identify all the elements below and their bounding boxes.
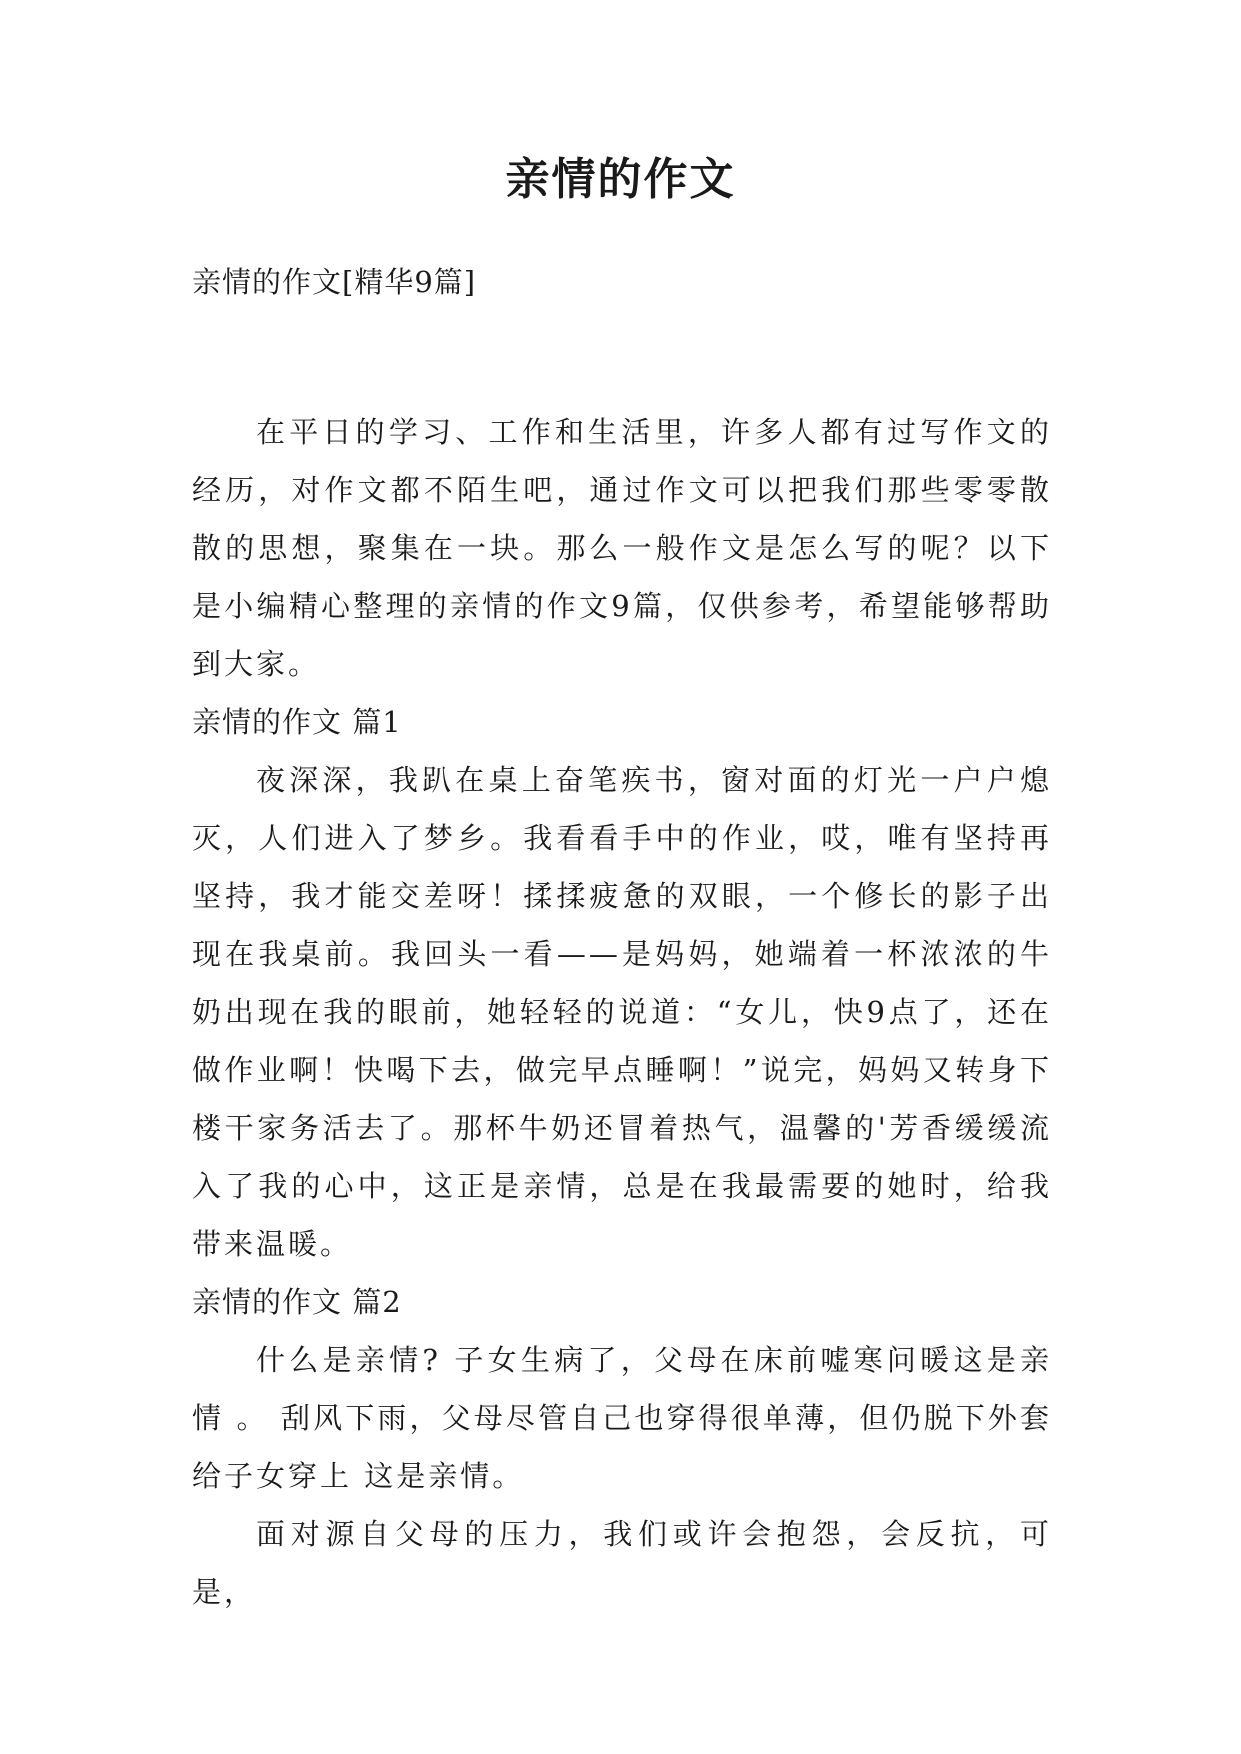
intro-paragraph: 在平日的学习、工作和生活里，许多人都有过写作文的经历，对作文都不陌生吧，通过作文可以把我们那些零零散散的思想，聚集在一块。那么一般作文是怎么写的呢？以下是小编精心整理的亲情的作文9篇，仅供参考，希望能够帮助到大家。 <box>192 415 1052 681</box>
section-1-paragraph-1: 夜深深，我趴在桌上奋笔疾书，窗对面的灯光一户户熄灭，人们进入了梦乡。我看看手中的作业，哎，唯有坚持再坚持，我才能交差呀！揉揉疲惫的双眼，一个修长的影子出现在我桌前。我回头一看——是妈妈，她端着一杯浓浓的牛奶出现在我的眼前，她轻轻的说道：“女儿，快9点了，还在做作业啊！快喝下去，做完早点睡啊！”说完，妈妈又转身下楼干家务活去了。那杯牛奶还冒着热气，温馨的'芳香缓缓流入了我的心中，这正是亲情，总是在我最需要的她时，给我带来温暖。 <box>192 763 1052 1261</box>
document-subtitle: 亲情的作文[精华9篇] <box>192 265 477 299</box>
section-2-paragraph-2: 面对源自父母的压力，我们或许会抱怨，会反抗，可是， <box>192 1517 1052 1609</box>
section-2-paragraph-1: 什么是亲情? 子女生病了，父母在床前嘘寒问暖这是亲情 。 刮风下雨，父母尽管自己也穿得很单薄，但仍脱下外套给子女穿上 这是亲情。 <box>192 1343 1052 1493</box>
section-heading-2: 亲情的作文 篇2 <box>192 1285 402 1319</box>
section-heading-1: 亲情的作文 篇1 <box>192 705 402 739</box>
document-body <box>192 403 1052 1621</box>
document-title: 亲情的作文 <box>505 154 736 205</box>
